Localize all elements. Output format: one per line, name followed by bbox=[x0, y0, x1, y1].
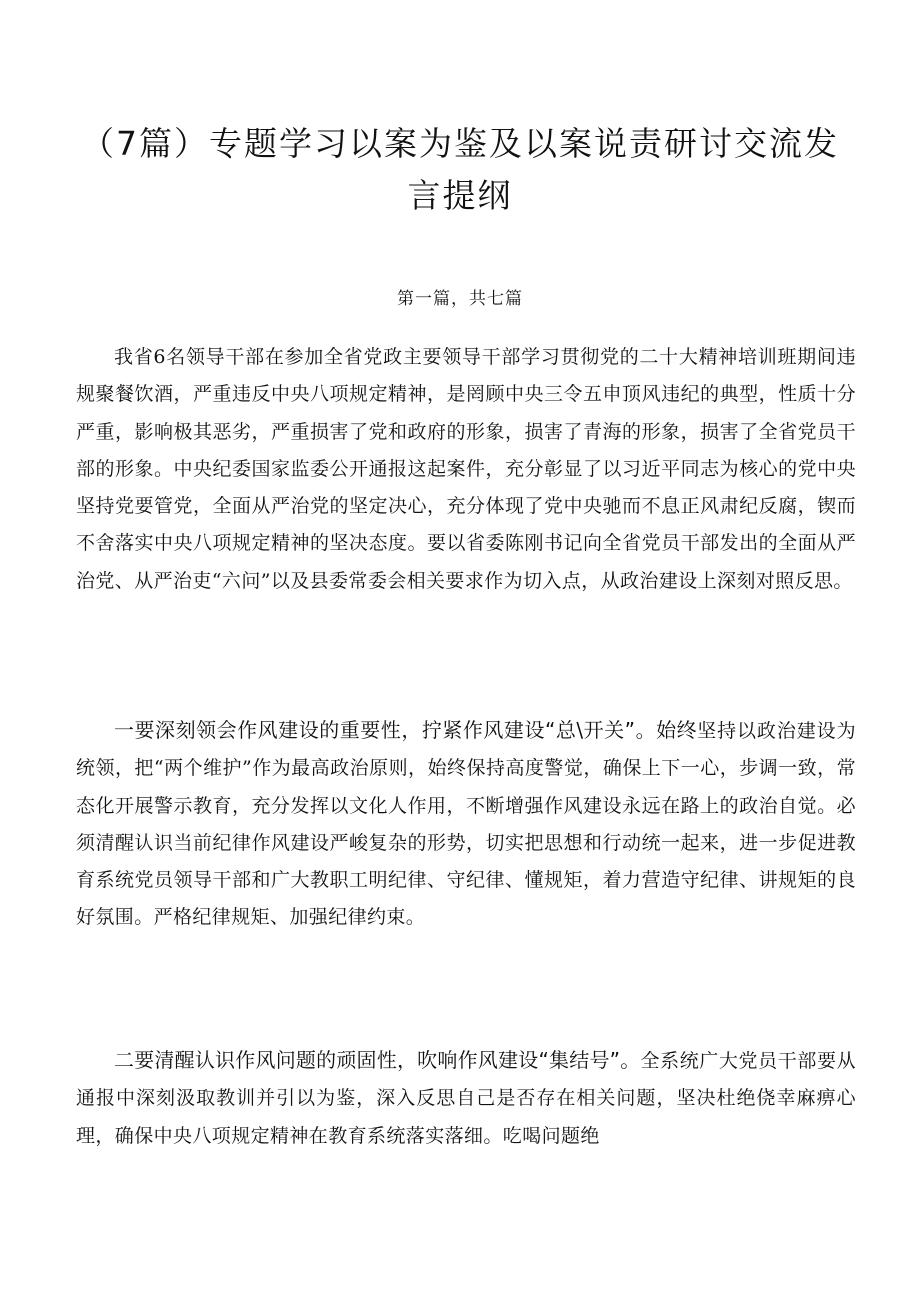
section-label: 第一篇，共七篇 bbox=[397, 289, 523, 309]
paragraph-1-body: 我省6名领导干部在参加全省党政主要领导干部学习贯彻党的二十大精神培训班期间违规聚餐饮酒，严重违反中央八项规定精神，是罔顾中央三令五申顶风违纪的典型，性质十分严重，影响极其恶劣，严重损害了党和政府的形象，损害了青海的形象，损害了全省党员干部的形象。中央纪委国家监委公开通报这起案件，充分彰显了以习近平同志为核心的党中央坚持党要管党，全面从严治党的坚定决心，充分体现了党中央驰而不息正风肃纪反腐，锲而不舍落实中央八项规定精神的坚决态度。要以省委陈刚书记向全省党员干部发出的全面从严治党、从严治吏“六问”以及县委常委会相关要求作为切入点，从政治建设上深刻对照反思。 bbox=[76, 346, 856, 592]
paragraph-3-body: 全系统广大党员干部要从通报中深刻汲取教训并引以为鉴，深入反思自己是否存在相关问题，坚决杜绝侥幸麻痹心理，确保中央八项规定精神在教育系统落实落细。吃喝问题绝 bbox=[76, 1050, 856, 1147]
paragraph-2-lead: 一要深刻领会作风建设的重要性，拧紧作风建设“总\开关”。始终 bbox=[114, 718, 698, 742]
paragraph-2 bbox=[76, 712, 856, 937]
paragraph-3-lead: 二要清醒认识作风问题的顽固性，吹响作风建设“集结号”。 bbox=[114, 1048, 641, 1072]
paragraph-3 bbox=[76, 1042, 856, 1155]
paragraph-2-body: 坚持以政治建设为统领，把“两个维护”作为最高政治原则，始终保持高度警觉，确保上下一心，步调一致，常态化开展警示教育，充分发挥以文化人作用，不断增强作风建设永远在路上的政治自觉。必须清醒认识当前纪律作风建设严峻复杂的形势，切实把思想和行动统一起来，进一步促进教育系统党员领导干部和广大教职工明纪律、守纪律、懂规矩，着力营造守纪律、讲规矩的良好氛围。严格纪律规矩、加强纪律约束。 bbox=[76, 720, 856, 929]
paragraph-1 bbox=[76, 338, 856, 600]
document-title: （7篇）专题学习以案为鉴及以案说责研讨交流发言提纲 bbox=[81, 124, 839, 215]
